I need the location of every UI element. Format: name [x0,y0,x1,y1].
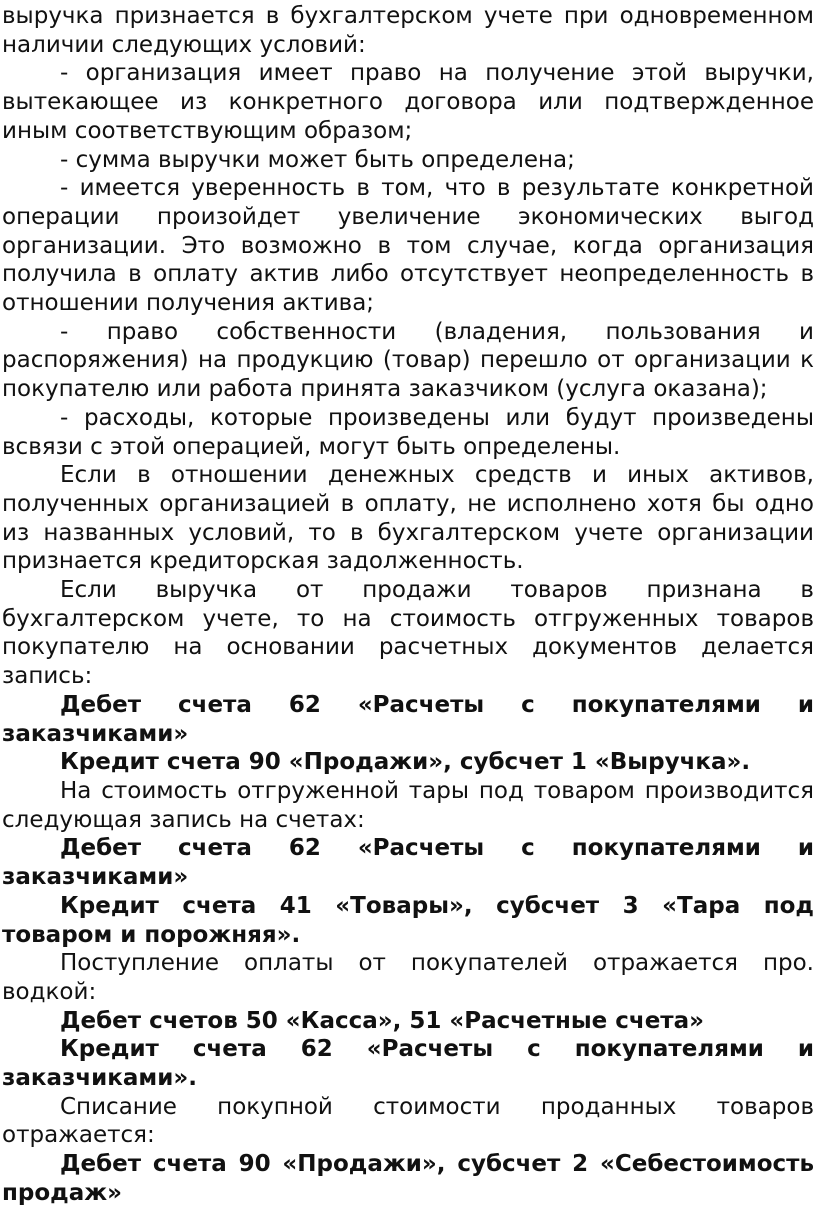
body-paragraph: - право собственности (владения, пользования и распоряжения) на продукцию (товар) перешло от организации к покупателю или работа принята заказчиком (услуга оказана); [2,318,814,403]
body-paragraph: Поступление оплаты от покупателей отражается про. водкой: [2,950,814,1005]
accounting-entry-line: Дебет счета 62 «Расчеты с покупателями и заказчиками» [2,691,814,747]
body-paragraph: Списание покупной стоимости проданных товаров отражается: [2,1093,814,1149]
body-paragraph: Если выручка от продажи товаров признана в бухгалтерском учете, то на стоимость отгруженных товаров покупателю на основании расчетных документов делается запись: [2,577,814,690]
accounting-entry-line: Дебет счетов 50 «Касса», 51 «Расчетные счета» [60,1007,705,1034]
body-paragraph: - расходы, которые произведены или будут произведены всвязи с этой операцией, могут быть определены. [2,404,814,460]
accounting-entry-line: Кредит счета 90 «Продажи», субсчет 1 «Выручка». [60,749,751,776]
accounting-entry-line: Кредит счета 41 «Товары», субсчет 3 «Тара под товаром и порожняя». [2,892,814,948]
accounting-entry-line: Кредит счета 62 «Расчеты с покупателями и заказчиками». [2,1036,814,1092]
body-paragraph: На стоимость отгруженной тары под товаром производится следующая запись на счетах: [2,777,814,833]
body-paragraph: выручка признается в бухгалтерском учете при одновременном наличии следующих условий: [2,3,814,58]
body-paragraph: - сумма выручки может быть определена; [60,146,575,173]
accounting-entry-line: Дебет счета 90 «Продажи», субсчет 2 «Себестоимость продаж» [2,1151,814,1206]
body-paragraph: - имеется уверенность в том, что в результате конкретной операции произойдет увеличение экономических выгод организации. Это возможно в том случае, когда организация получила в оплату актив либо отсутствует неопределенность в отношении получения актива; [2,175,814,317]
body-paragraph: Если в отношении денежных средств и иных активов, полученных организацией в оплату, не исполнено хотя бы одно из названных условий, то в бухгалтерском учете организации признается кредиторская задолженность. [2,462,814,575]
accounting-entry-line: Дебет счета 62 «Расчеты с покупателями и заказчиками» [2,835,814,891]
body-paragraph: - организация имеет право на получение этой выручки, вытекающее из конкретного договора или подтвержденное иным соответствующим образом; [2,60,814,144]
